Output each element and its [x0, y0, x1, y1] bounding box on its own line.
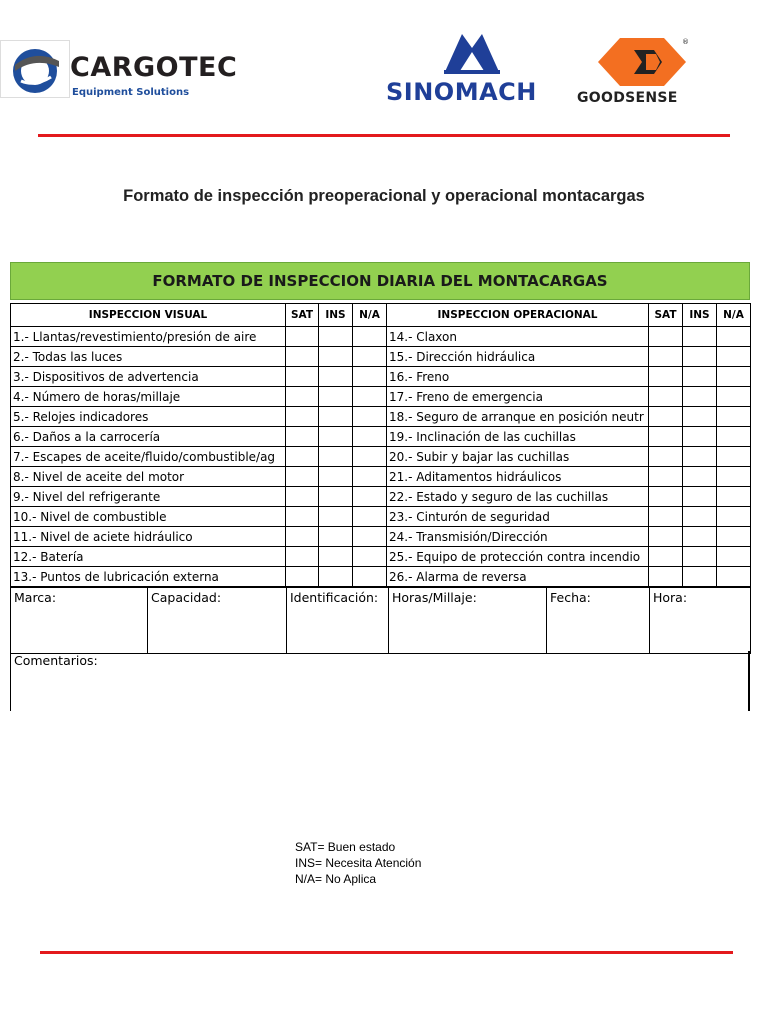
check-sat-visual[interactable] [286, 347, 319, 367]
operational-item: 26.- Alarma de reversa [387, 567, 649, 587]
check-na-visual[interactable] [353, 407, 387, 427]
operational-item: 16.- Freno [387, 367, 649, 387]
check-na-visual[interactable] [353, 467, 387, 487]
cargotec-logo [0, 40, 250, 100]
visual-item: 12.- Batería [11, 547, 286, 567]
cargotec-tagline: Equipment Solutions [72, 87, 190, 98]
legend-item: SAT= Buen estado [295, 840, 396, 854]
check-na-operational[interactable] [717, 447, 751, 467]
visual-item: 8.- Nivel de aceite del motor [11, 467, 286, 487]
check-na-operational[interactable] [717, 527, 751, 547]
check-ins-operational[interactable] [683, 467, 717, 487]
table-row [11, 547, 751, 567]
check-na-operational[interactable] [717, 487, 751, 507]
column-sat-operational: SAT [649, 304, 683, 327]
check-na-visual[interactable] [353, 447, 387, 467]
check-sat-visual[interactable] [286, 547, 319, 567]
check-na-operational[interactable] [717, 327, 751, 347]
check-na-visual[interactable] [353, 567, 387, 587]
table-row [11, 367, 751, 387]
check-na-visual[interactable] [353, 507, 387, 527]
check-sat-operational[interactable] [649, 527, 683, 547]
operational-item: 23.- Cinturón de seguridad [387, 507, 649, 527]
operational-item: 15.- Dirección hidráulica [387, 347, 649, 367]
check-na-visual[interactable] [353, 347, 387, 367]
table-row [11, 447, 751, 467]
sinomach-emblem-icon [440, 30, 504, 76]
check-ins-visual[interactable] [319, 547, 353, 567]
check-na-visual[interactable] [353, 327, 387, 347]
visual-item: 11.- Nivel de aciete hidráulico [11, 527, 286, 547]
check-sat-visual[interactable] [286, 527, 319, 547]
operational-item: 25.- Equipo de protección contra incendio [387, 547, 649, 567]
visual-item: 9.- Nivel del refrigerante [11, 487, 286, 507]
table-row [11, 527, 751, 547]
visual-item: 3.- Dispositivos de advertencia [11, 367, 286, 387]
check-sat-operational[interactable] [649, 507, 683, 527]
check-sat-visual[interactable] [286, 427, 319, 447]
check-na-operational[interactable] [717, 567, 751, 587]
check-sat-operational[interactable] [649, 467, 683, 487]
cargotec-emblem-icon [0, 40, 70, 98]
check-sat-visual[interactable] [286, 467, 319, 487]
check-ins-operational[interactable] [683, 527, 717, 547]
table-row [11, 507, 751, 527]
check-ins-visual[interactable] [319, 347, 353, 367]
operational-item: 14.- Claxon [387, 327, 649, 347]
comments-label: Comentarios: [14, 653, 98, 668]
check-ins-visual[interactable] [319, 427, 353, 447]
goodsense-logo [574, 36, 724, 106]
visual-item: 2.- Todas las luces [11, 347, 286, 367]
check-sat-operational[interactable] [649, 327, 683, 347]
field-fecha[interactable]: Fecha: [547, 588, 650, 654]
check-sat-operational[interactable] [649, 567, 683, 587]
check-ins-operational[interactable] [683, 347, 717, 367]
check-ins-operational[interactable] [683, 507, 717, 527]
check-sat-visual[interactable] [286, 407, 319, 427]
check-sat-operational[interactable] [649, 547, 683, 567]
check-ins-operational[interactable] [683, 407, 717, 427]
check-sat-visual[interactable] [286, 487, 319, 507]
field-capacidad[interactable]: Capacidad: [148, 588, 287, 654]
table-row [11, 427, 751, 447]
check-sat-operational[interactable] [649, 347, 683, 367]
check-na-operational[interactable] [717, 547, 751, 567]
operational-item: 17.- Freno de emergencia [387, 387, 649, 407]
check-ins-visual[interactable] [319, 467, 353, 487]
check-na-operational[interactable] [717, 407, 751, 427]
check-na-visual[interactable] [353, 427, 387, 447]
check-sat-operational[interactable] [649, 427, 683, 447]
cargotec-name: CARGOTEC [70, 52, 238, 83]
legend-item: N/A= No Aplica [295, 872, 377, 886]
operational-item: 24.- Transmisión/Dirección [387, 527, 649, 547]
visual-item: 6.- Daños a la carrocería [11, 427, 286, 447]
field-hora[interactable]: Hora: [650, 588, 751, 654]
check-sat-operational[interactable] [649, 367, 683, 387]
check-sat-visual[interactable] [286, 327, 319, 347]
equipment-fields [10, 587, 751, 654]
inspection-grid [10, 303, 751, 587]
check-ins-operational[interactable] [683, 387, 717, 407]
form-header: FORMATO DE INSPECCION DIARIA DEL MONTACARGAS [10, 262, 750, 300]
check-na-operational[interactable] [717, 387, 751, 407]
check-na-operational[interactable] [717, 507, 751, 527]
table-row [11, 347, 751, 367]
check-na-operational[interactable] [717, 367, 751, 387]
check-ins-visual[interactable] [319, 487, 353, 507]
table-row [11, 487, 751, 507]
visual-item: 1.- Llantas/revestimiento/presión de aire [11, 327, 286, 347]
column-sat-visual: SAT [286, 304, 319, 327]
check-ins-operational[interactable] [683, 487, 717, 507]
check-na-operational[interactable] [717, 467, 751, 487]
check-ins-visual[interactable] [319, 527, 353, 547]
check-ins-visual[interactable] [319, 367, 353, 387]
field-horas-millaje[interactable]: Horas/Millaje: [389, 588, 547, 654]
check-sat-visual[interactable] [286, 367, 319, 387]
bottom-divider [40, 951, 733, 954]
field-identificacion[interactable]: Identificación: [287, 588, 389, 654]
inspection-form [10, 258, 752, 711]
check-na-operational[interactable] [717, 347, 751, 367]
check-na-visual[interactable] [353, 527, 387, 547]
visual-item: 10.- Nivel de combustible [11, 507, 286, 527]
check-na-operational[interactable] [717, 427, 751, 447]
visual-item: 13.- Puntos de lubricación externa [11, 567, 286, 587]
column-ins-operational: INS [683, 304, 717, 327]
check-ins-visual[interactable] [319, 447, 353, 467]
goodsense-emblem-icon [594, 36, 690, 88]
svg-text:®: ® [682, 38, 689, 46]
sinomach-logo [386, 30, 561, 105]
legend [295, 839, 421, 887]
visual-item: 4.- Número de horas/millaje [11, 387, 286, 407]
check-sat-operational[interactable] [649, 487, 683, 507]
operational-item: 18.- Seguro de arranque en posición neutr [387, 407, 649, 427]
goodsense-name: GOODSENSE [577, 90, 678, 106]
sinomach-name: SINOMACH [386, 78, 537, 106]
check-ins-visual[interactable] [319, 327, 353, 347]
table-row [11, 407, 751, 427]
document-title: Formato de inspección preoperacional y operacional montacargas [123, 187, 645, 205]
check-sat-visual[interactable] [286, 507, 319, 527]
top-divider [38, 134, 730, 137]
grid-header-row [11, 304, 751, 327]
check-ins-operational[interactable] [683, 367, 717, 387]
check-sat-operational[interactable] [649, 387, 683, 407]
check-sat-visual[interactable] [286, 447, 319, 467]
operational-item: 20.- Subir y bajar las cuchillas [387, 447, 649, 467]
table-row [11, 327, 751, 347]
column-operational: INSPECCION OPERACIONAL [387, 304, 649, 327]
column-na-visual: N/A [353, 304, 387, 327]
operational-item: 21.- Aditamentos hidráulicos [387, 467, 649, 487]
check-sat-visual[interactable] [286, 387, 319, 407]
operational-item: 22.- Estado y seguro de las cuchillas [387, 487, 649, 507]
check-ins-visual[interactable] [319, 567, 353, 587]
check-sat-operational[interactable] [649, 407, 683, 427]
check-na-visual[interactable] [353, 387, 387, 407]
check-ins-operational[interactable] [683, 427, 717, 447]
table-row [11, 567, 751, 587]
table-row [11, 467, 751, 487]
check-ins-operational[interactable] [683, 547, 717, 567]
column-na-operational: N/A [717, 304, 751, 327]
check-ins-visual[interactable] [319, 407, 353, 427]
column-visual: INSPECCION VISUAL [11, 304, 286, 327]
check-na-visual[interactable] [353, 367, 387, 387]
table-row [11, 387, 751, 407]
check-na-visual[interactable] [353, 487, 387, 507]
visual-item: 7.- Escapes de aceite/fluido/combustible/ag [11, 447, 286, 467]
visual-item: 5.- Relojes indicadores [11, 407, 286, 427]
check-ins-visual[interactable] [319, 387, 353, 407]
check-ins-visual[interactable] [319, 507, 353, 527]
check-ins-operational[interactable] [683, 447, 717, 467]
legend-item: INS= Necesita Atención [295, 856, 422, 870]
check-sat-visual[interactable] [286, 567, 319, 587]
check-na-visual[interactable] [353, 547, 387, 567]
check-sat-operational[interactable] [649, 447, 683, 467]
check-ins-operational[interactable] [683, 327, 717, 347]
column-ins-visual: INS [319, 304, 353, 327]
check-ins-operational[interactable] [683, 567, 717, 587]
field-marca[interactable]: Marca: [11, 588, 148, 654]
comments-field[interactable] [10, 651, 750, 711]
operational-item: 19.- Inclinación de las cuchillas [387, 427, 649, 447]
